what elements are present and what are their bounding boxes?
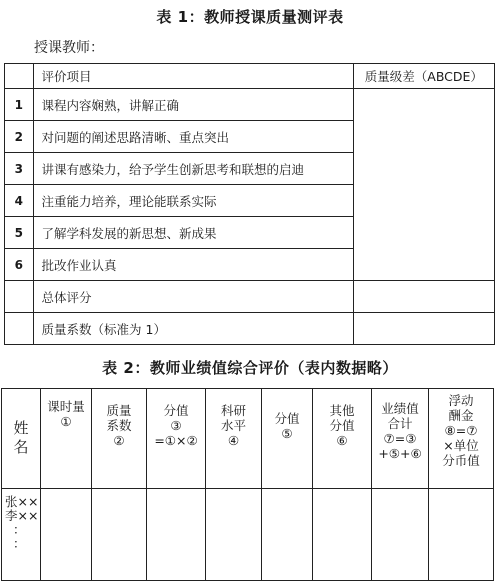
header-line: 分值: [274, 411, 300, 426]
header-score5: [262, 389, 313, 489]
row-number: 5: [5, 217, 34, 249]
header-line: 水平: [220, 418, 246, 433]
table1-coefficient-row: [5, 313, 495, 345]
header-line: 合计: [387, 416, 413, 431]
coefficient-label: 质量系数（标准为 1）: [33, 313, 353, 345]
header-grade-cell: 质量级差（ABCDE）: [353, 64, 494, 89]
header-line: ②: [113, 433, 125, 448]
header-line: 质量: [106, 403, 132, 418]
teaching-quality-table: [4, 63, 495, 345]
score3-cell[interactable]: [147, 489, 206, 581]
row-criterion: 讲课有感染力，给予学生创新思考和联想的启迪: [33, 153, 353, 185]
header-line: ⑥: [336, 433, 348, 448]
header-bonus: [429, 389, 494, 489]
header-line: ⑤: [281, 426, 293, 441]
header-line: +⑤+⑥: [378, 446, 422, 461]
header-line: 分值: [329, 418, 355, 433]
row-number: 4: [5, 185, 34, 217]
header-line: ④: [227, 433, 240, 448]
row-number: 3: [5, 153, 34, 185]
table2-data-row: [2, 489, 494, 581]
row-number: 6: [5, 249, 34, 281]
total-cell[interactable]: [372, 489, 429, 581]
header-line: 课时量: [47, 399, 85, 414]
grade-input-cell[interactable]: [353, 89, 494, 281]
header-score3: [147, 389, 206, 489]
teacher-names-cell: [2, 489, 41, 581]
teacher-name: 张××: [5, 494, 39, 509]
header-research: [206, 389, 262, 489]
header-name: [2, 389, 41, 489]
row-criterion: 批改作业认真: [33, 249, 353, 281]
header-line: 系数: [106, 418, 132, 433]
header-total: [372, 389, 429, 489]
table1-header-row: [5, 64, 495, 89]
row-criterion: 对问题的阐述思路清晰、重点突出: [33, 121, 353, 153]
table1-title: 表 1：教师授课质量测评表: [156, 8, 344, 26]
table1-row: [5, 89, 495, 121]
teacher-label: 授课教师：: [34, 40, 104, 56]
teacher-name: ：: [13, 522, 26, 537]
bonus-cell[interactable]: [429, 489, 494, 581]
header-line: =①×②: [154, 433, 198, 448]
header-line: ×单位: [443, 438, 479, 453]
header-line: 业绩值: [381, 401, 419, 416]
header-num-cell: [5, 64, 34, 89]
header-line: 浮动: [448, 393, 474, 408]
header-quality-coef: [92, 389, 147, 489]
quality-coef-cell[interactable]: [92, 489, 147, 581]
teacher-name: ：: [13, 536, 26, 551]
header-line: 科研: [220, 403, 246, 418]
performance-table: [1, 388, 494, 581]
row-criterion: 注重能力培养，理论能联系实际: [33, 185, 353, 217]
header-line: 名: [13, 438, 29, 456]
header-line: 分币值: [442, 453, 480, 468]
table1-overall-row: [5, 281, 495, 313]
research-cell[interactable]: [206, 489, 262, 581]
overall-input-cell[interactable]: [353, 281, 494, 313]
header-line: ⑦=③: [383, 431, 417, 446]
header-line: ③: [170, 418, 182, 433]
other-cell[interactable]: [313, 489, 372, 581]
overall-label: 总体评分: [33, 281, 353, 313]
header-line: ①: [60, 414, 72, 429]
hours-cell[interactable]: [41, 489, 92, 581]
coefficient-num-cell: [5, 313, 34, 345]
score5-cell[interactable]: [262, 489, 313, 581]
header-line: 酬金: [448, 408, 474, 423]
header-other: [313, 389, 372, 489]
header-line: 分值: [163, 403, 189, 418]
row-criterion: 了解学科发展的新思想、新成果: [33, 217, 353, 249]
header-item-cell: 评价项目: [33, 64, 353, 89]
row-number: 1: [5, 89, 34, 121]
row-criterion: 课程内容娴熟，讲解正确: [33, 89, 353, 121]
header-line: ⑧=⑦: [444, 423, 478, 438]
table2-header-row: [2, 389, 494, 489]
header-line: 姓: [13, 419, 29, 437]
coefficient-input-cell[interactable]: [353, 313, 494, 345]
teacher-name: 李××: [5, 508, 39, 523]
header-line: 其他: [329, 403, 355, 418]
row-number: 2: [5, 121, 34, 153]
table2-title: 表 2：教师业绩值综合评价（表内数据略）: [102, 359, 398, 377]
overall-num-cell: [5, 281, 34, 313]
header-hours: [41, 389, 92, 489]
